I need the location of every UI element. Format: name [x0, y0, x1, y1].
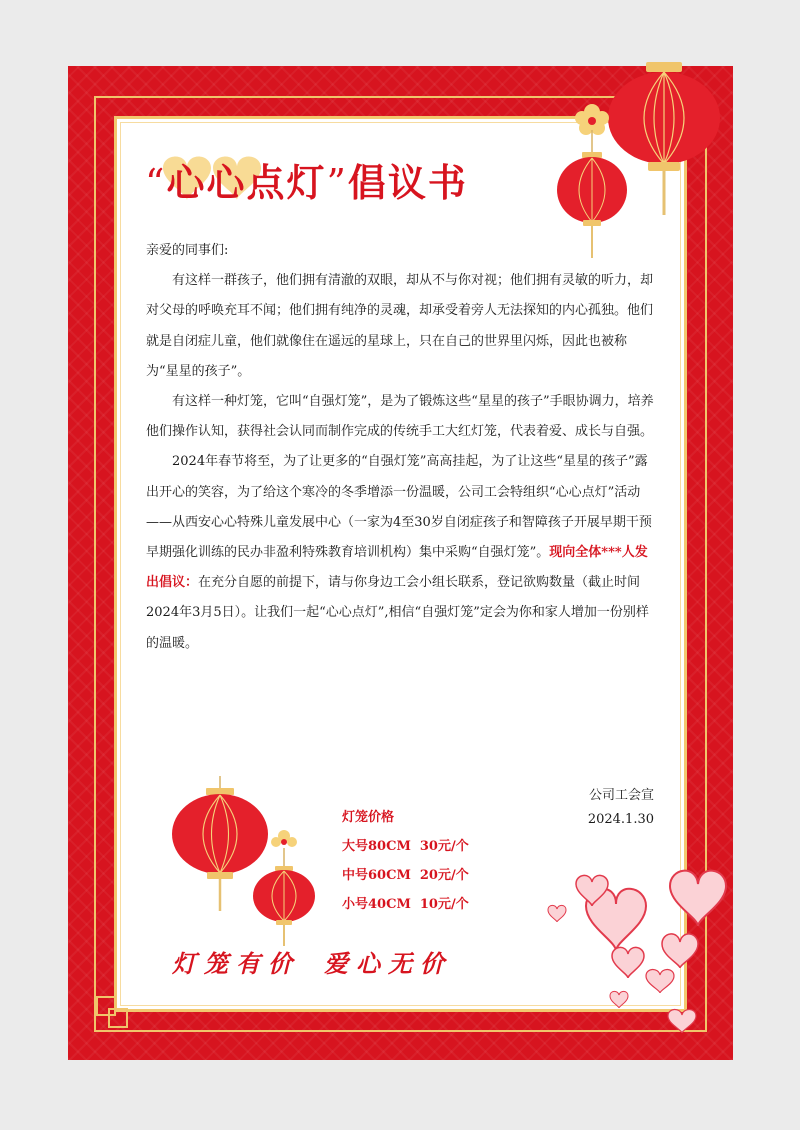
letter-body: [146, 236, 656, 659]
signature-date: 2024.1.30: [587, 812, 654, 827]
title-main: 心心点灯: [166, 160, 327, 205]
title-close-quote: ”: [326, 161, 348, 205]
price-item-large: 大号80CM 30元/个: [342, 839, 469, 854]
heart-icon: [662, 934, 698, 968]
page-title: [145, 152, 468, 207]
paragraph-2: 有这样一种灯笼，它叫“自强灯笼”，是为了锻炼这些“星星的孩子”手眼协调力，培养他们操作认知，获得社会认同而制作完成的传统手工大红灯笼，代表着爱、成长与自强。: [146, 394, 654, 440]
heart-icon: [548, 905, 566, 922]
price-item-medium: 中号60CM 20元/个: [342, 868, 469, 883]
heart-icon: [668, 1009, 696, 1033]
corner-ornament: [108, 1008, 128, 1028]
slogan-right: 爱心无价: [324, 949, 452, 978]
price-heading: 灯笼价格: [342, 810, 395, 825]
heart-icon: [670, 871, 726, 926]
title-rest: 倡议书: [347, 160, 468, 205]
heart-icon: [646, 969, 674, 993]
paragraph-1: 有这样一群孩子，他们拥有清澈的双眼，却从不与你对视；他们拥有灵敏的听力，却对父母的呼唤充耳不闻；他们拥有纯净的灵魂，却承受着旁人无法探知的内心孤独。他们就是自闭症儿童，他们就像住在遥远的星球上，只在自己的世界里闪烁，因此也被称为“星星的孩子”。: [146, 273, 654, 379]
slogan: [172, 944, 476, 979]
heart-icon: [612, 947, 644, 978]
paragraph-3: [146, 447, 656, 658]
greeting: 亲爱的同事们:: [146, 243, 229, 258]
hearts-decoration: [536, 846, 736, 1056]
signature-block: [588, 784, 654, 832]
flower-icon: [271, 830, 297, 847]
paragraph-3-intro: 2024年春节将至，为了让更多的“自强灯笼”高高挂起，为了让这些“星星的孩子”露出开心的笑容，为了给这个寒冷的冬季增添一份温暖，公司工会特组织“心心点灯”活动——从西安心心特殊儿童发展中心（一家为4至30岁自闭症孩子和智障孩子开展早期干预早期强化训练的民办非盈利特殊教育培训机构）集中采购“自强灯笼”。: [146, 454, 652, 561]
lantern-icon: [250, 828, 318, 948]
price-item-small: 小号40CM 10元/个: [342, 897, 469, 912]
price-list: [342, 803, 469, 919]
title-open-quote: “: [145, 161, 167, 205]
call-to-action: 现向全体***人发出倡议：: [146, 545, 648, 591]
slogan-left: 灯笼有价: [172, 949, 300, 978]
signature-org: 公司工会宣: [588, 788, 654, 803]
heart-icon: [610, 991, 628, 1008]
paragraph-3-detail: 在充分自愿的前提下，请与你身边工会小组长联系，登记欲购数量（截止时间2024年3月5日）。让我们一起“心心点灯”,相信“自强灯笼”定会为你和家人增加一份别样的温暖。: [146, 575, 649, 651]
